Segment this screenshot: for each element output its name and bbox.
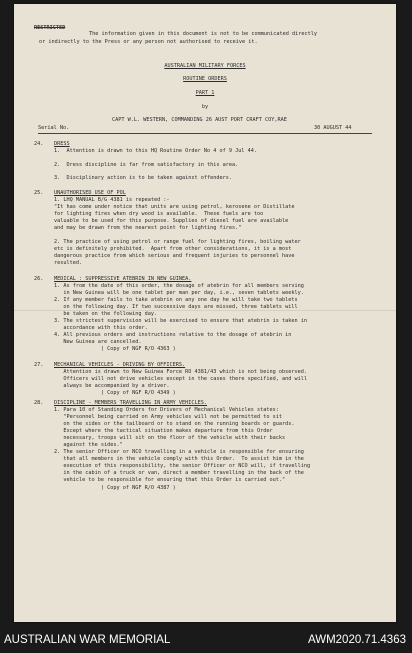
title-by: by	[201, 104, 209, 110]
section-line: Except where the tactical situation makes departure from this Order	[54, 428, 273, 434]
section-line: for lighting fires when dry wood is available. These fuels are too	[54, 211, 264, 217]
section-line: in the cabin of a truck or van, direct a member travelling in the back of the	[54, 470, 304, 476]
section-line: "It has come under notice that units are using petrol, kerosene or Distillate	[54, 204, 295, 210]
archive-footer	[0, 626, 412, 653]
section-line: 4. All previous orders and instructions relative to the dosage of atebrin in	[54, 332, 292, 338]
notice-line-2: or indirectly to the Press or any person not authorised to receive it.	[39, 39, 258, 45]
title-commander: CAPT W.L. WESTERN, COMMANDING 26 AUST PORT CRAFT COY,RAE	[112, 117, 287, 123]
section-line: against the sides."	[54, 442, 123, 448]
section-line: that all members in the vehicle comply with this Order. To assist him in the	[54, 456, 304, 462]
section-line: 1. Para 10 of Standing Orders for Drivers of Mechanical Vehicles states:	[54, 407, 279, 413]
section-line: New Guinea are cancelled.	[54, 339, 142, 345]
section-heading: MEDICAL : SUPPRESSIVE ATEBRIN IN NEW GUINEA.	[54, 276, 192, 282]
section-line: 2. Dress discipline is far from satisfactory in this area.	[54, 162, 239, 168]
section-line: 1. Attention is drawn to this HQ Routine Order No 4 of 9 Jul 44.	[54, 148, 258, 154]
section-heading: DISCIPLINE - MEMBERS TRAVELLING IN ARMY VEHICLES.	[54, 400, 208, 406]
section-line: Officers will not drive vehicles except in the cases there specified, and will	[54, 376, 307, 382]
section-line: 2. The practice of using petrol or range fuel for lighting fires, boiling water	[54, 239, 301, 245]
section-line: 3. Disciplinary action is to be taken against offenders.	[54, 175, 233, 181]
document-page	[14, 4, 396, 622]
serial-number: Serial No.	[38, 125, 70, 131]
section-number: 28.	[34, 400, 44, 406]
section-line: vehicle to be responsible for ensuring that this Order is carried out."	[54, 477, 286, 483]
section-line: and may be drawn from the nearest point for lighting fires."	[54, 225, 242, 231]
section-line: ( Copy of NGF R/O 4349 )	[54, 390, 176, 396]
section-line: on the following day. If two successive days are missed, three tablets will	[54, 304, 298, 310]
section-line: in New Guinea will be one tablet per man per day, i.e., seven tablets weekly.	[54, 290, 304, 296]
section-number: 26.	[34, 276, 44, 282]
section-heading: DRESS	[54, 141, 70, 147]
section-line: valuable to be used for this purpose. Supplies of diesel fuel are available	[54, 218, 289, 224]
section-line: execution of this responsibility, the senior Officer or NCO will, if travelling	[54, 463, 311, 469]
section-line: be taken on the following day.	[54, 311, 158, 317]
section-line: Attention is drawn to New Guinea Force RO 4381/43 which is not being observed.	[54, 369, 307, 375]
section-line: 1. As from the date of this order, the dosage of atebrin for all members serving	[54, 283, 304, 289]
section-line: 1. LHQ MANUAL B/G 4381 is repeated :-	[54, 197, 170, 203]
order-date: 30 AUGUST 44	[314, 125, 352, 131]
section-number: 27.	[34, 362, 44, 368]
section-line: on the sides or the tailboard or to stand on the running boards or guards.	[54, 421, 295, 427]
section-line: necessary, troops will sit on the floor of the vehicle with their backs	[54, 435, 286, 441]
header-rule	[38, 133, 372, 134]
section-line: 2. If any member fails to take atebrin on any one day he will take two tablets	[54, 297, 298, 303]
section-line: dangerous practice from which serious and frequent injuries to personnel have	[54, 253, 295, 259]
section-line: accordance with this order.	[54, 325, 148, 331]
section-heading: MECHANICAL VEHICLES - DRIVING BY OFFICERS.	[54, 362, 186, 368]
section-number: 25.	[34, 190, 44, 196]
section-line: ( Copy of NGF R/O 4363 )	[54, 346, 176, 352]
title-amf: AUSTRALIAN MILITARY FORCES	[164, 63, 246, 69]
section-line: "Personnel being carried on Army vehicles will not be permitted to sit	[54, 414, 282, 420]
notice-line-1: The information given in this document is not to be communicated directly	[89, 31, 317, 37]
title-routine-orders: ROUTINE ORDERS	[183, 76, 227, 82]
title-part: PART 1	[195, 90, 215, 96]
section-line: always be accompanied by a driver.	[54, 383, 170, 389]
footer-accession-number: AWM2020.71.4363	[307, 634, 406, 646]
section-line: resulted.	[54, 260, 83, 266]
section-line: ( Copy of NGF R/O 4387 )	[54, 485, 176, 491]
section-line: 2. The senior Officer or NCO travelling in a vehicle is responsible for ensuring	[54, 449, 304, 455]
section-number: 24.	[34, 141, 44, 147]
classification-stamp: RESTRICTED	[34, 25, 66, 31]
section-line: 3. The strictest supervision will be exercised to ensure that atebrin is taken in	[54, 318, 307, 324]
section-heading: UNAUTHORISED USE OF POL	[54, 190, 126, 196]
footer-institution: AUSTRALIAN WAR MEMORIAL	[4, 634, 171, 646]
section-line: etc is definitely prohibited. Apart from other considerations, it is a most	[54, 246, 292, 252]
